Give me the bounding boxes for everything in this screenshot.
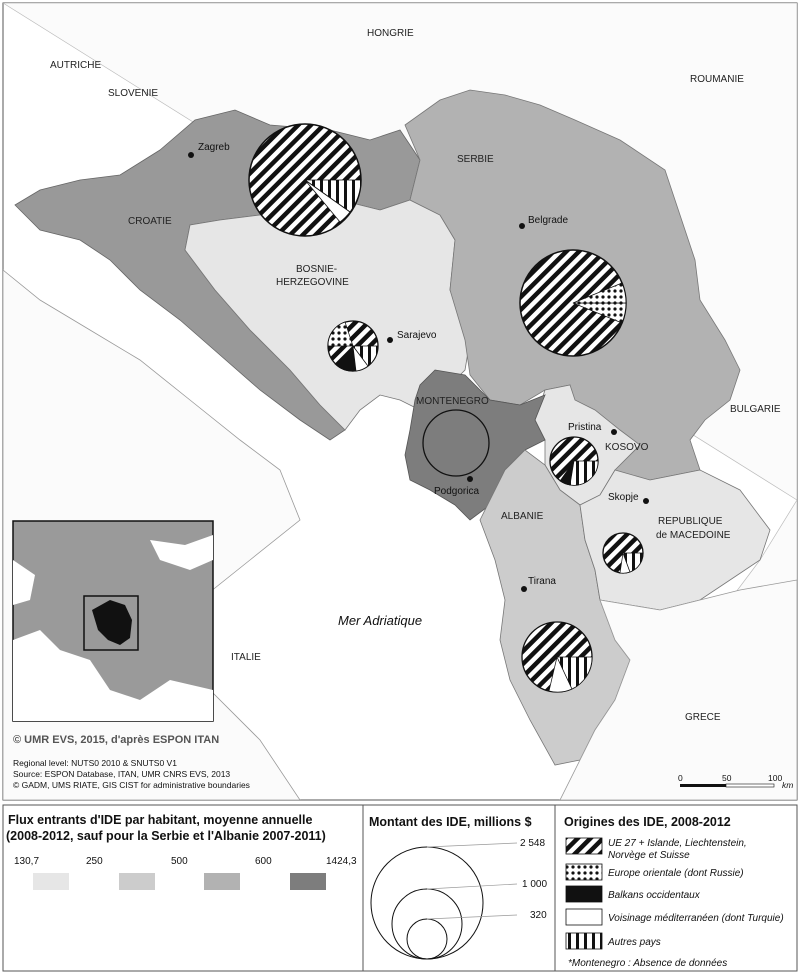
pie-kosovo <box>550 437 598 485</box>
city-sarajevo: Sarajevo <box>397 330 437 341</box>
source-line-2: Source: ESPON Database, ITAN, UMR CNRS EVS, 2013 <box>13 769 231 779</box>
legend-montant-title: Montant des IDE, millions $ <box>369 815 532 829</box>
label-bulgarie: BULGARIE <box>730 404 781 415</box>
city-podgorica: Podgorica <box>434 486 480 497</box>
label-hongrie: HONGRIE <box>367 28 414 39</box>
origine-swatch-europe-orientale <box>566 864 602 880</box>
label-macedoine-1: REPUBLIQUE <box>658 516 723 527</box>
label-slovenie: SLOVENIE <box>108 88 159 99</box>
origine-note: *Montenegro : Absence de données <box>568 958 728 969</box>
origine-swatch-balkans <box>566 886 602 902</box>
flux-swatch-2 <box>119 873 155 890</box>
legend-flux-title-2: (2008-2012, sauf pour la Serbie et l'Albanie 2007-2011) <box>6 829 326 843</box>
flux-break-1: 250 <box>86 856 103 867</box>
scale-unit: km <box>782 780 794 790</box>
scale-label-100: 100 <box>768 773 783 783</box>
scale-label-50: 50 <box>722 773 732 783</box>
origine-label-ue-1: UE 27 + Islande, Liechtenstein, <box>608 838 747 849</box>
flux-break-4: 1424,3 <box>326 856 357 867</box>
label-bosnie-2: HERZEGOVINE <box>276 277 349 288</box>
legend-origines-title: Origines des IDE, 2008-2012 <box>564 815 731 829</box>
city-zagreb: Zagreb <box>198 142 230 153</box>
inset-map <box>13 521 213 721</box>
pie-albanie <box>522 622 592 692</box>
label-macedoine-2: de MACEDOINE <box>656 530 731 541</box>
flux-swatch-1 <box>33 873 69 890</box>
city-skopje: Skopje <box>608 492 639 503</box>
city-tirana: Tirana <box>528 576 556 587</box>
montant-value-small: 320 <box>530 910 547 921</box>
label-serbie: SERBIE <box>457 154 494 165</box>
origine-label-balkans: Balkans occidentaux <box>608 890 700 901</box>
city-pristina: Pristina <box>568 422 602 433</box>
montant-value-medium: 1 000 <box>522 879 548 890</box>
label-roumanie: ROUMANIE <box>690 74 744 85</box>
label-montenegro: MONTENEGRO <box>416 396 489 407</box>
origine-label-mediterranee: Voisinage méditerranéen (dont Turquie) <box>608 913 784 924</box>
flux-break-0: 130,7 <box>14 856 40 867</box>
label-grece: GRECE <box>685 712 721 723</box>
origine-label-europe-orientale: Europe orientale (dont Russie) <box>608 868 744 879</box>
origine-swatch-ue <box>566 838 602 854</box>
flux-break-2: 500 <box>171 856 188 867</box>
label-albanie: ALBANIE <box>501 511 544 522</box>
origine-label-autres: Autres pays <box>608 937 661 948</box>
pie-serbie <box>520 250 626 356</box>
source-line-3: © GADM, UMS RIATE, GIS CIST for administrative boundaries <box>13 780 250 790</box>
montant-value-large: 2 548 <box>520 838 546 849</box>
label-croatie: CROATIE <box>128 216 172 227</box>
label-autriche: AUTRICHE <box>50 60 102 71</box>
map-credit: © UMR EVS, 2015, d'après ESPON ITAN <box>13 734 220 746</box>
label-bosnie-1: BOSNIE- <box>296 264 338 275</box>
flux-break-3: 600 <box>255 856 272 867</box>
legend-flux-title-1: Flux entrants d'IDE par habitant, moyenne annuelle <box>8 813 313 827</box>
flux-swatch-3 <box>204 873 240 890</box>
flux-swatch-4 <box>290 873 326 890</box>
origine-swatch-autres <box>566 933 602 949</box>
label-kosovo: KOSOVO <box>605 442 649 453</box>
label-sea: Mer Adriatique <box>338 613 423 628</box>
source-line-1: Regional level: NUTS0 2010 & SNUTS0 V1 <box>13 758 177 768</box>
origine-label-ue-2: Norvège et Suisse <box>608 850 690 861</box>
circle-montenegro <box>423 410 489 476</box>
origine-swatch-mediterranee <box>566 909 602 925</box>
pie-macedoine <box>603 533 643 573</box>
pie-bosnie <box>328 321 378 371</box>
pie-croatie <box>249 124 361 236</box>
label-italie: ITALIE <box>231 652 261 663</box>
scale-label-0: 0 <box>678 773 683 783</box>
city-belgrade: Belgrade <box>528 215 569 226</box>
